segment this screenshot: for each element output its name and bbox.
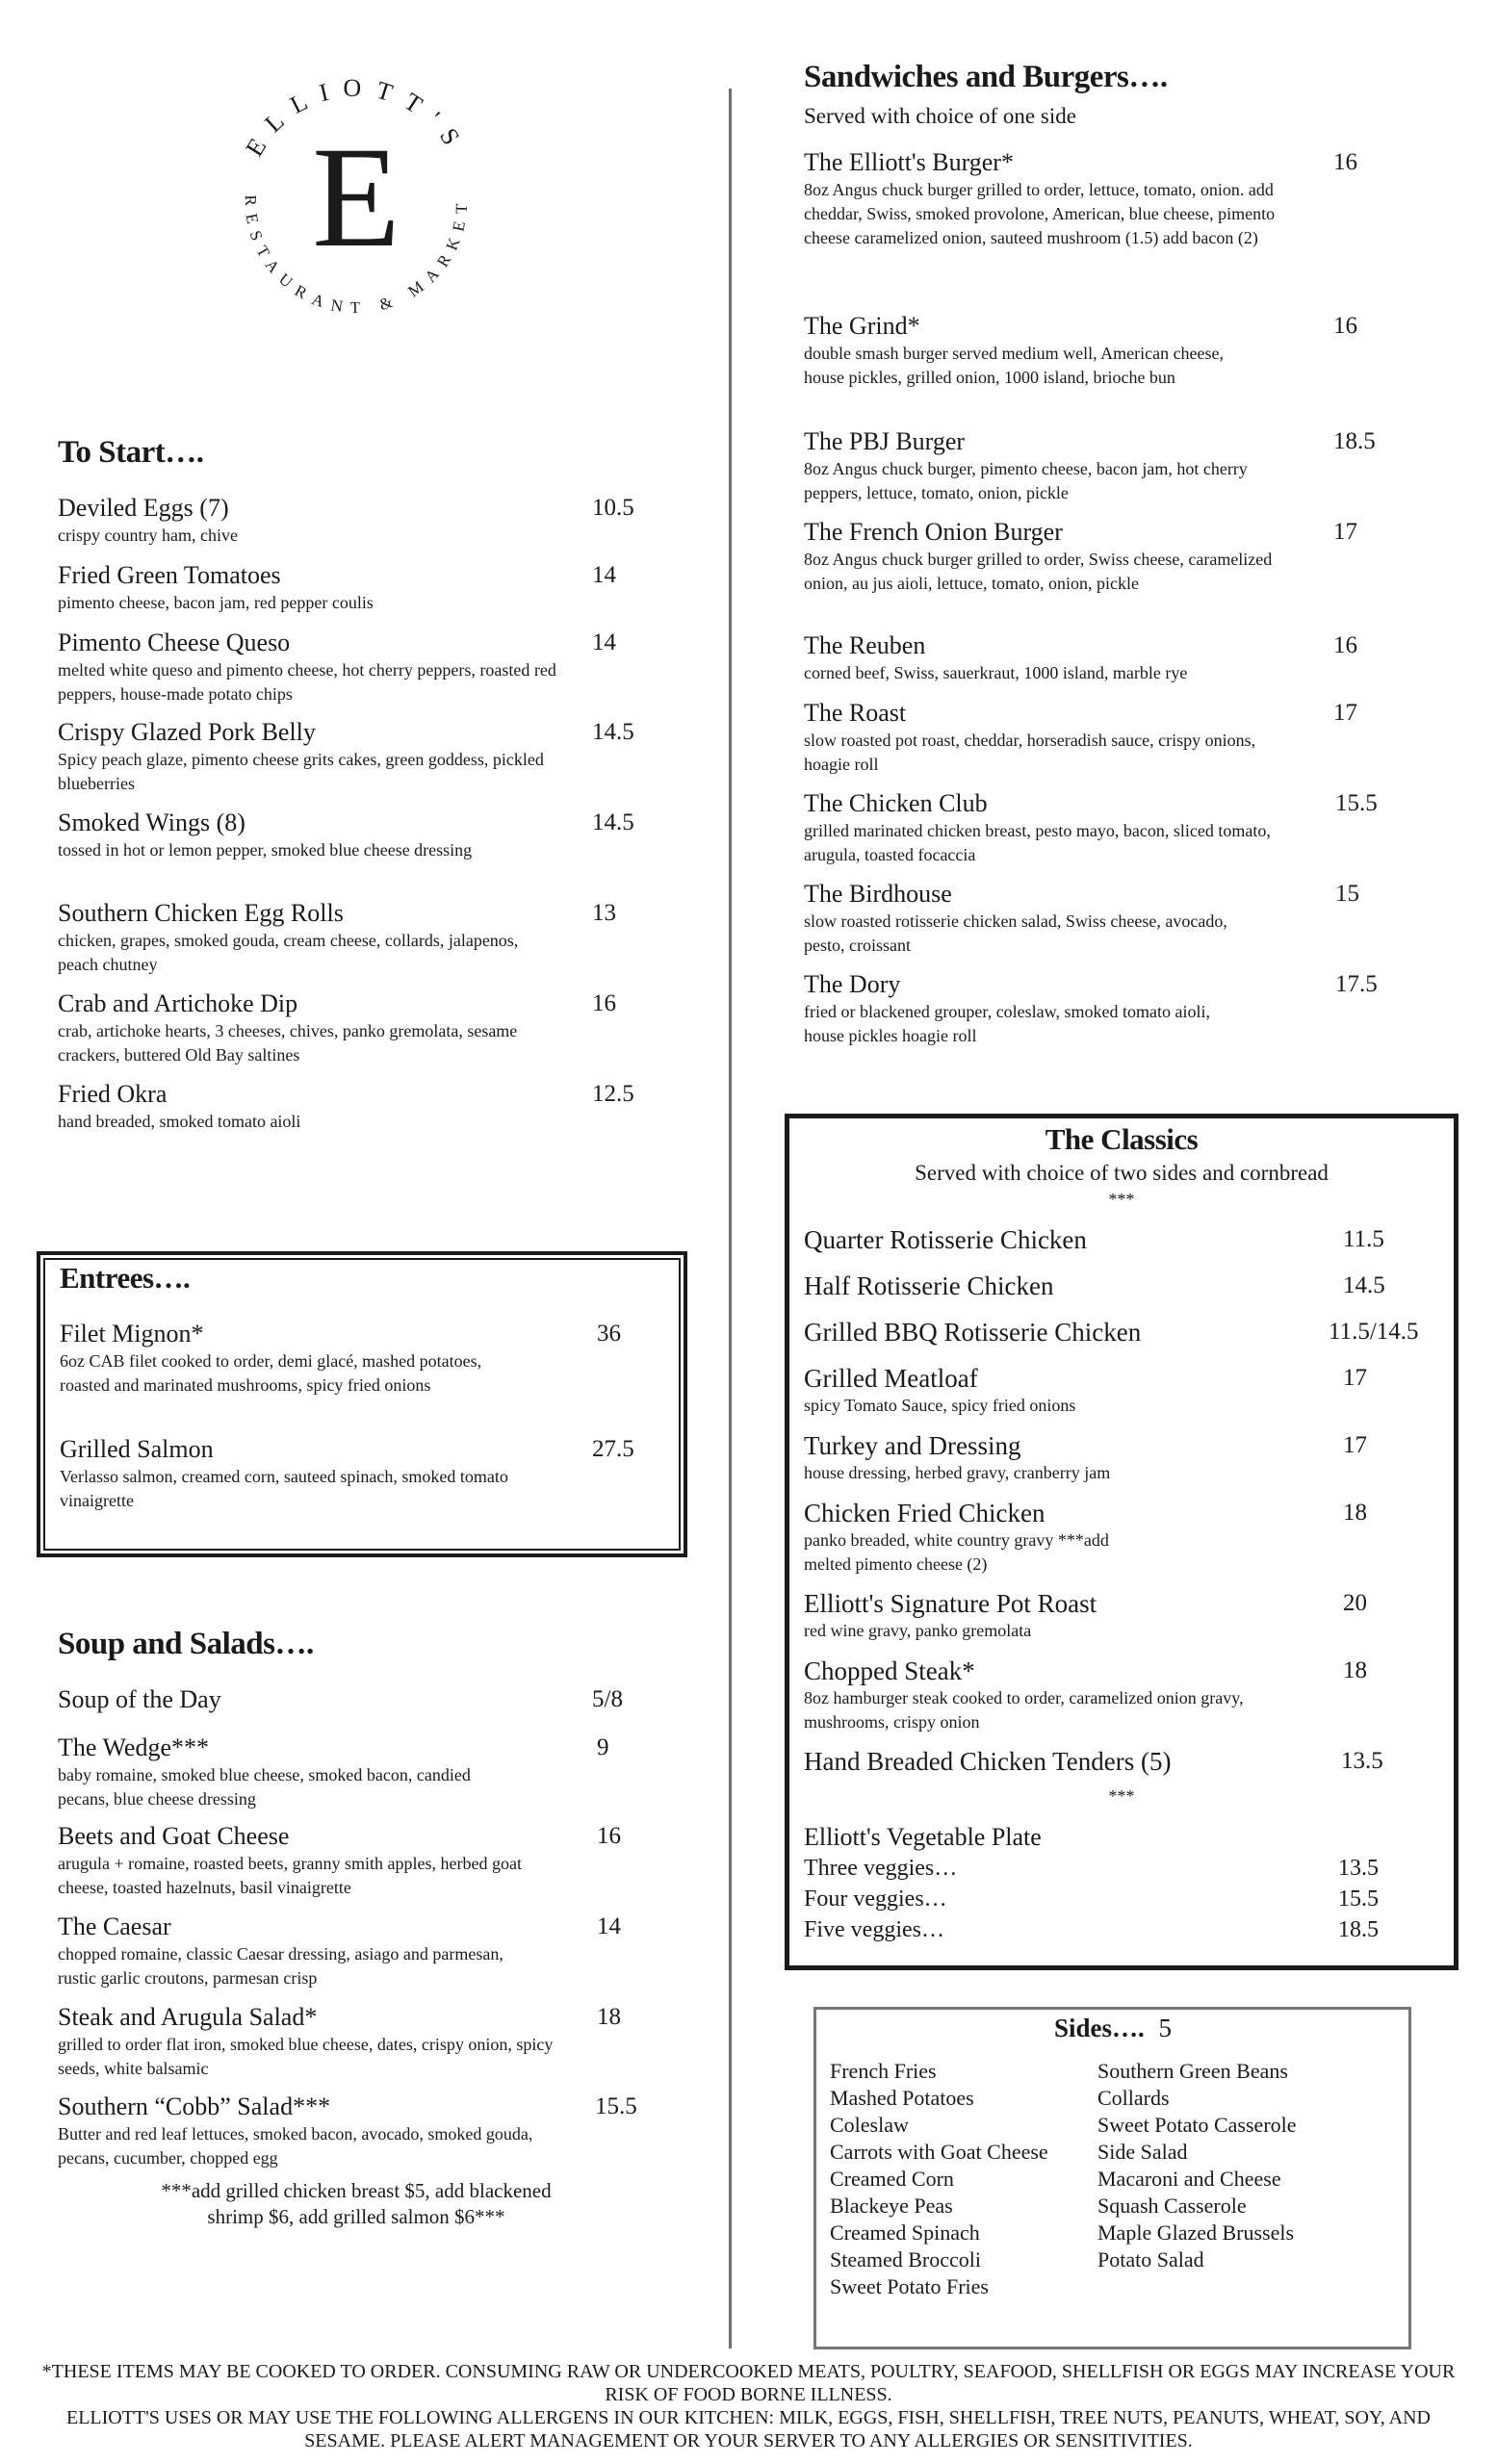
- item-desc: 6oz CAB filet cooked to order, demi glacé, mashed potatoes, roasted and marinated mushrooms, spicy fried onions: [60, 1351, 482, 1395]
- item-price: 18: [1343, 1500, 1367, 1526]
- side-item: Coleslaw: [830, 2113, 909, 2137]
- classics-stars: ***: [1108, 1190, 1135, 1209]
- veg-price: 18.5: [1338, 1917, 1379, 1942]
- item-name: Soup of the Day: [58, 1685, 221, 1713]
- side-item: Sweet Potato Fries: [830, 2274, 989, 2298]
- item-name: The Wedge***: [58, 1733, 209, 1761]
- menu-item: [804, 1363, 1367, 1418]
- item-price: 18.5: [1333, 428, 1376, 454]
- item-price: 10.5: [592, 495, 634, 521]
- sides-list-left: [830, 2058, 1048, 2300]
- sandwiches-subtitle: Served with choice of one side: [804, 104, 1076, 128]
- menu-item: [804, 969, 1378, 1048]
- item-name: The Elliott's Burger*: [804, 148, 1014, 176]
- sides-title: [1054, 2014, 1172, 2043]
- item-name: Smoked Wings (8): [58, 808, 245, 836]
- item-name: The Chicken Club: [804, 789, 988, 817]
- item-name: The Roast: [804, 699, 907, 727]
- item-price: 16: [592, 990, 616, 1016]
- menu-item: [804, 311, 1357, 390]
- item-name: Half Rotisserie Chicken: [804, 1271, 1054, 1300]
- raw-food-warning: *THESE ITEMS MAY BE COOKED TO ORDER. CONSUMING RAW OR UNDERCOOKED MEATS, POULTRY, SEAFOOD, SHELLFISH OR EGGS MAY INCREASE YOUR RISK OF FOOD BORNE ILLNESS.: [41, 2361, 1456, 2405]
- item-name: Chicken Fried Chicken: [804, 1499, 1045, 1527]
- item-name: The French Onion Burger: [804, 518, 1063, 546]
- item-name: Southern Chicken Egg Rolls: [58, 899, 344, 927]
- item-desc: chopped romaine, classic Caesar dressing, asiago and parmesan, rustic garlic croutons, parmesan crisp: [58, 1944, 503, 1988]
- item-name: The Caesar: [58, 1912, 171, 1940]
- item-price: 16: [1333, 149, 1357, 175]
- menu-item: [804, 1746, 1383, 1777]
- veg-price: 13.5: [1338, 1856, 1379, 1881]
- item-desc: slow roasted rotisserie chicken salad, Swiss cheese, avocado, pesto, croissant: [804, 911, 1227, 955]
- item-name: The Dory: [804, 970, 901, 998]
- item-price: 12.5: [592, 1081, 634, 1107]
- item-price: 14.5: [592, 809, 634, 835]
- item-name: The Reuben: [804, 631, 926, 659]
- side-item: Southern Green Beans: [1097, 2059, 1288, 2083]
- item-name: The PBJ Burger: [804, 427, 966, 455]
- item-desc: panko breaded, white country gravy ***add melted pimento cheese (2): [804, 1530, 1109, 1574]
- menu-item: [804, 879, 1359, 958]
- item-price: 18: [597, 2004, 621, 2030]
- item-price: 16: [1333, 313, 1357, 339]
- menu-item: [58, 1912, 621, 1990]
- menu-item: [58, 988, 616, 1067]
- item-desc: double smash burger served medium well, American cheese, house pickles, grilled onion, 1000 island, brioche bun: [804, 344, 1225, 387]
- item-price: 14: [592, 562, 616, 588]
- menu-item: [60, 1434, 634, 1513]
- item-price: 17: [1333, 700, 1357, 726]
- item-price: 17: [1333, 519, 1357, 545]
- item-price: 27.5: [592, 1436, 634, 1462]
- menu-item: [58, 717, 634, 796]
- column-divider: [729, 89, 732, 2348]
- to-start-title: To Start….: [58, 435, 204, 470]
- logo-letter: E: [312, 117, 400, 277]
- item-price: 5/8: [592, 1686, 623, 1712]
- item-name: Elliott's Signature Pot Roast: [804, 1589, 1097, 1618]
- side-item: Collards: [1097, 2086, 1170, 2110]
- item-name: Crab and Artichoke Dip: [58, 989, 298, 1017]
- menu-item: [58, 1732, 609, 1811]
- item-price: 18: [1343, 1657, 1367, 1683]
- item-desc: crispy country ham, chive: [58, 526, 238, 545]
- item-desc: 8oz Angus chuck burger grilled to order, lettuce, tomato, onion. add cheddar, Swiss, smoked provolone, American, blue cheese, pimento cheese caramelized onion, sauteed mushroom (1.5) add bacon (2): [804, 180, 1276, 247]
- item-desc: 8oz Angus chuck burger, pimento cheese, bacon jam, hot cherry peppers, lettuce, tomato, onion, pickle: [804, 459, 1248, 502]
- menu-item: [804, 426, 1376, 505]
- item-price: 11.5/14.5: [1329, 1319, 1419, 1345]
- allergen-notice: ELLIOTT'S USES OR MAY USE THE FOLLOWING ALLERGENS IN OUR KITCHEN: MILK, EGGS, FISH, SHELLFISH, TREE NUTS, PEANUTS, WHEAT, SOY, AND SESAME. PLEASE ALERT MANAGEMENT OR YOUR SERVER TO ANY ALLERGIES OR SENSITIVITIES.: [66, 2407, 1431, 2451]
- menu-item: [804, 517, 1357, 596]
- item-desc: crab, artichoke hearts, 3 cheeses, chives, panko gremolata, sesame crackers, buttered Old Bay saltines: [58, 1021, 518, 1065]
- menu-item: [804, 1317, 1419, 1348]
- menu-item: [58, 493, 634, 548]
- menu-item: [58, 1821, 621, 1900]
- side-item: Maple Glazed Brussels: [1097, 2220, 1295, 2245]
- logo-seal: [193, 58, 520, 346]
- side-item: Steamed Broccoli: [830, 2247, 982, 2272]
- restaurant-logo: [193, 58, 520, 346]
- side-item: French Fries: [830, 2059, 937, 2083]
- veg-option: Four veggies…: [804, 1886, 947, 1912]
- item-desc: Butter and red leaf lettuces, smoked bacon, avocado, smoked gouda, pecans, cucumber, chopped egg: [58, 2124, 533, 2168]
- item-price: 36: [597, 1321, 621, 1347]
- item-desc: Spicy peach glaze, pimento cheese grits cakes, green goddess, pickled blueberries: [58, 750, 544, 793]
- sides-price: 5: [1158, 2014, 1173, 2042]
- entrees-title: Entrees….: [60, 1261, 191, 1295]
- menu-item: [804, 147, 1357, 250]
- item-price: 13.5: [1341, 1748, 1383, 1774]
- item-desc: hand breaded, smoked tomato aioli: [58, 1112, 301, 1131]
- side-item: Squash Casserole: [1097, 2194, 1247, 2218]
- logo-wordmark-top: ELLIOTT'S: [240, 73, 473, 162]
- side-item: Carrots with Goat Cheese: [830, 2140, 1048, 2164]
- item-price: 14.5: [1343, 1272, 1385, 1298]
- item-price: 15.5: [595, 2093, 637, 2119]
- item-name: Pimento Cheese Queso: [58, 629, 291, 656]
- item-price: 15.5: [1335, 790, 1378, 816]
- item-name: Crispy Glazed Pork Belly: [58, 718, 316, 746]
- item-price: 14: [592, 629, 616, 655]
- soups-addon-note: ***add grilled chicken breast $5, add blackened shrimp $6, add grilled salmon $6***: [161, 2179, 552, 2228]
- item-name: Grilled Salmon: [60, 1435, 214, 1463]
- classics-subtitle: Served with choice of two sides and cornbread: [915, 1161, 1329, 1185]
- item-name: Hand Breaded Chicken Tenders (5): [804, 1747, 1172, 1776]
- item-name: Southern “Cobb” Salad***: [58, 2092, 331, 2120]
- menu-item: [804, 1656, 1367, 1734]
- item-price: 14: [597, 1913, 621, 1939]
- menu-item: [58, 2092, 637, 2170]
- item-name: Filet Mignon*: [60, 1320, 204, 1348]
- item-desc: corned beef, Swiss, sauerkraut, 1000 island, marble rye: [804, 663, 1188, 682]
- menu-item: [804, 1430, 1367, 1485]
- sides-title-text: Sides….: [1054, 2014, 1145, 2042]
- menu-item: [804, 630, 1357, 685]
- item-name: Turkey and Dressing: [804, 1431, 1021, 1460]
- item-name: Chopped Steak*: [804, 1656, 975, 1685]
- item-price: 11.5: [1343, 1226, 1384, 1252]
- veg-option: Five veggies…: [804, 1917, 944, 1942]
- menu-item: [804, 698, 1357, 777]
- classics-stars-2: ***: [1108, 1786, 1135, 1806]
- side-item: Potato Salad: [1097, 2247, 1204, 2272]
- item-name: Fried Green Tomatoes: [58, 561, 281, 589]
- side-item: Blackeye Peas: [830, 2194, 953, 2218]
- item-desc: spicy Tomato Sauce, spicy fried onions: [804, 1396, 1076, 1415]
- item-desc: pimento cheese, bacon jam, red pepper coulis: [58, 593, 374, 612]
- menu-item: [804, 1224, 1384, 1255]
- item-price: 13: [592, 900, 616, 926]
- item-desc: house dressing, herbed gravy, cranberry jam: [804, 1463, 1111, 1482]
- item-price: 17.5: [1335, 971, 1378, 997]
- item-name: Steak and Arugula Salad*: [58, 2003, 318, 2031]
- item-desc: chicken, grapes, smoked gouda, cream cheese, collards, jalapenos, peach chutney: [58, 931, 519, 974]
- item-desc: fried or blackened grouper, coleslaw, smoked tomato aioli, house pickles hoagie roll: [804, 1002, 1210, 1045]
- side-item: Creamed Spinach: [830, 2220, 980, 2245]
- logo-wordmark-bottom: RESTAURANT & MARKET: [241, 194, 472, 318]
- item-name: Grilled Meatloaf: [804, 1364, 978, 1393]
- menu-item: [804, 788, 1378, 867]
- item-name: Deviled Eggs (7): [58, 494, 229, 522]
- side-item: Macaroni and Cheese: [1097, 2167, 1281, 2191]
- menu-item: [58, 560, 616, 615]
- menu-item: [58, 1684, 623, 1715]
- item-desc: red wine gravy, panko gremolata: [804, 1621, 1032, 1640]
- side-item: Side Salad: [1097, 2140, 1188, 2164]
- veg-plate-title: Elliott's Vegetable Plate: [804, 1823, 1042, 1851]
- item-desc: grilled to order flat iron, smoked blue cheese, dates, crispy onion, spicy seeds, white balsamic: [58, 2035, 554, 2078]
- item-name: The Grind*: [804, 312, 920, 340]
- item-desc: 8oz Angus chuck burger grilled to order, Swiss cheese, caramelized onion, au jus aioli, lettuce, tomato, onion, pickle: [804, 550, 1273, 593]
- item-price: 16: [1333, 632, 1357, 658]
- sandwiches-title: Sandwiches and Burgers….: [804, 60, 1168, 94]
- item-desc: baby romaine, smoked blue cheese, smoked bacon, candied pecans, blue cheese dressing: [58, 1765, 471, 1809]
- item-price: 20: [1343, 1590, 1367, 1616]
- side-item: Sweet Potato Casserole: [1097, 2113, 1297, 2137]
- item-name: Grilled BBQ Rotisserie Chicken: [804, 1318, 1142, 1347]
- classics-title: The Classics: [1045, 1122, 1199, 1156]
- item-desc: 8oz hamburger steak cooked to order, caramelized onion gravy, mushrooms, crispy onion: [804, 1688, 1244, 1732]
- veg-price: 15.5: [1338, 1886, 1379, 1912]
- item-price: 14.5: [592, 719, 634, 745]
- menu-item: [804, 1498, 1367, 1577]
- item-price: 9: [597, 1734, 609, 1760]
- item-price: 17: [1343, 1365, 1367, 1391]
- menu-item: [58, 2002, 621, 2081]
- item-price: 15: [1335, 881, 1359, 907]
- menu-item: [58, 808, 634, 862]
- allergen-footer: [29, 2360, 1468, 2452]
- item-desc: grilled marinated chicken breast, pesto mayo, bacon, sliced tomato, arugula, toasted focaccia: [804, 821, 1271, 864]
- veg-option: Three veggies…: [804, 1856, 958, 1881]
- item-desc: tossed in hot or lemon pepper, smoked blue cheese dressing: [58, 840, 473, 860]
- sides-list-right: [1097, 2058, 1297, 2273]
- item-name: The Birdhouse: [804, 880, 952, 908]
- item-desc: arugula + romaine, roasted beets, granny smith apples, herbed goat cheese, toasted hazelnuts, basil vinaigrette: [58, 1854, 523, 1897]
- item-name: Fried Okra: [58, 1080, 168, 1108]
- menu-item: [804, 1270, 1385, 1301]
- menu-item: [58, 898, 616, 977]
- side-item: Mashed Potatoes: [830, 2086, 974, 2110]
- item-desc: slow roasted pot roast, cheddar, horseradish sauce, crispy onions, hoagie roll: [804, 731, 1256, 774]
- menu-item: [60, 1319, 621, 1398]
- item-name: Quarter Rotisserie Chicken: [804, 1225, 1087, 1254]
- item-price: 17: [1343, 1432, 1367, 1458]
- menu-item: [804, 1588, 1367, 1643]
- item-name: Beets and Goat Cheese: [58, 1822, 290, 1850]
- side-item: Creamed Corn: [830, 2167, 954, 2191]
- menu-item: [58, 628, 616, 706]
- item-price: 16: [597, 1823, 621, 1849]
- item-desc: Verlasso salmon, creamed corn, sauteed spinach, smoked tomato vinaigrette: [60, 1467, 508, 1510]
- item-desc: melted white queso and pimento cheese, hot cherry peppers, roasted red peppers, house-made potato chips: [58, 660, 556, 704]
- soups-title: Soup and Salads….: [58, 1627, 314, 1661]
- menu-item: [58, 1079, 634, 1134]
